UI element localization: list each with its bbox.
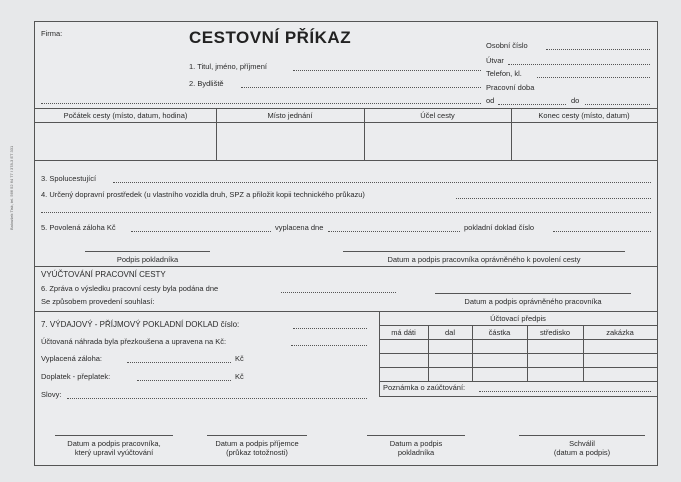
to-field[interactable]: [585, 104, 650, 105]
col-center: středisko: [539, 328, 570, 337]
accounting-heading: Účtovací předpis: [490, 314, 546, 323]
phone-label: Telefon, kl.: [486, 69, 522, 78]
balance-label: Doplatek - přeplatek:: [41, 372, 111, 381]
col-end: Konec cesty (místo, datum): [538, 111, 630, 120]
from-label: od: [486, 96, 495, 105]
cashier-footer-signature-label-1: Datum a podpis: [389, 439, 443, 448]
cash-document-field[interactable]: [293, 328, 367, 329]
posting-note-field[interactable]: [479, 391, 651, 392]
col-start: Počátek cesty (místo, datum, hodina): [63, 111, 188, 120]
currency-label: Kč: [235, 354, 244, 363]
in-words-field[interactable]: [67, 398, 367, 399]
cash-document-label: 7. VÝDAJOVÝ - PŘÍJMOVÝ POKLADNÍ DOKLAD číslo:: [41, 320, 240, 329]
transport-field-2[interactable]: [41, 212, 651, 213]
paid-advance-field[interactable]: [127, 362, 231, 363]
divider: [379, 381, 657, 382]
reimbursement-field[interactable]: [291, 345, 367, 346]
divider: [379, 367, 657, 368]
cashier-footer-signature-label-2: pokladníka: [397, 448, 435, 457]
col-purpose: Účel cesty: [420, 111, 455, 120]
col-credit: dal: [444, 328, 455, 337]
settlement-heading: VYÚČTOVÁNÍ PRACOVNÍ CESTY: [41, 270, 166, 279]
cash-doc-field[interactable]: [553, 231, 651, 232]
in-words-label: Slovy:: [41, 390, 62, 399]
to-label: do: [571, 96, 580, 105]
department-field[interactable]: [508, 64, 650, 65]
divider: [35, 122, 657, 123]
from-field[interactable]: [498, 104, 566, 105]
approved-signature-line[interactable]: [519, 435, 645, 436]
divider: [35, 266, 657, 267]
address-label: 2. Bydliště: [189, 79, 224, 88]
approval-label: Se způsobem provedení souhlasí:: [41, 297, 155, 306]
name-label: 1. Titul, jméno, příjmení: [189, 62, 267, 71]
address-field[interactable]: [241, 87, 481, 88]
approved-signature-label-1: Schválil: [569, 439, 595, 448]
paid-date-field[interactable]: [328, 231, 460, 232]
divider: [379, 353, 657, 354]
balance-field[interactable]: [137, 380, 231, 381]
paid-advance-label: Vyplacená záloha:: [41, 354, 103, 363]
working-hours-label: Pracovní doba: [486, 83, 535, 92]
paid-date-label: vyplacena dne: [275, 223, 324, 232]
posting-note-label: Poznámka o zaúčtování:: [383, 383, 466, 392]
divider: [35, 160, 657, 161]
name-field[interactable]: [293, 70, 481, 71]
travel-order-form: [34, 21, 658, 466]
transport-field[interactable]: [456, 198, 651, 199]
personal-number-label: Osobní číslo: [486, 41, 528, 50]
settler-signature-line[interactable]: [55, 435, 173, 436]
divider: [379, 339, 657, 340]
advance-field[interactable]: [131, 231, 271, 232]
cashier-signature-line[interactable]: [85, 251, 210, 252]
divider: [379, 396, 657, 397]
divider: [35, 311, 657, 312]
col-amount: částka: [488, 328, 511, 337]
cash-doc-label: pokladní doklad číslo: [464, 223, 535, 232]
firma-label: Firma:: [41, 29, 63, 38]
authorizer-signature-line[interactable]: [343, 251, 625, 252]
report-date-field[interactable]: [281, 292, 396, 293]
col-debit: má dáti: [391, 328, 416, 337]
side-print-info: Baloušek Tisk, tel. 566 52 64 77 / 378-3 ET 331: [9, 145, 14, 230]
phone-field[interactable]: [537, 77, 650, 78]
authorizer-signature-label: Datum a podpis pracovníka oprávněného k povolení cesty: [387, 255, 581, 264]
approver-signature-line[interactable]: [435, 293, 631, 294]
col-order: zakázka: [606, 328, 634, 337]
page-title: CESTOVNÍ PŘÍKAZ: [189, 28, 352, 47]
recipient-signature-line[interactable]: [207, 435, 307, 436]
companions-field[interactable]: [113, 182, 651, 183]
divider: [379, 325, 657, 326]
reimbursement-label: Účtovaná náhrada byla přezkoušena a upravena na Kč:: [41, 337, 227, 346]
currency-label: Kč: [235, 372, 244, 381]
advance-label: 5. Povolená záloha Kč: [41, 223, 116, 232]
personal-number-field[interactable]: [546, 49, 650, 50]
department-label: Útvar: [486, 56, 504, 65]
settler-signature-label-1: Datum a podpis pracovníka,: [67, 439, 161, 448]
companions-label: 3. Spolucestující: [41, 174, 97, 183]
settler-signature-label-2: který upravil vyúčtování: [74, 448, 154, 457]
cashier-signature-label: Podpis pokladníka: [116, 255, 179, 264]
address-field-2[interactable]: [41, 103, 481, 104]
approver-signature-label: Datum a podpis oprávněného pracovníka: [464, 297, 602, 306]
recipient-signature-label-2: (průkaz totožnosti): [226, 448, 288, 457]
recipient-signature-label-1: Datum a podpis příjemce: [215, 439, 299, 448]
transport-label: 4. Určený dopravní prostředek (u vlastního vozidla druh, SPZ a přiložit kopii technického průkazu): [41, 190, 365, 199]
report-date-label: 6. Zpráva o výsledku pracovní cesty byla podána dne: [41, 284, 219, 293]
divider: [35, 108, 657, 109]
cashier-footer-signature-line[interactable]: [367, 435, 465, 436]
approved-signature-label-2: (datum a podpis): [553, 448, 611, 457]
col-place: Místo jednání: [267, 111, 313, 120]
